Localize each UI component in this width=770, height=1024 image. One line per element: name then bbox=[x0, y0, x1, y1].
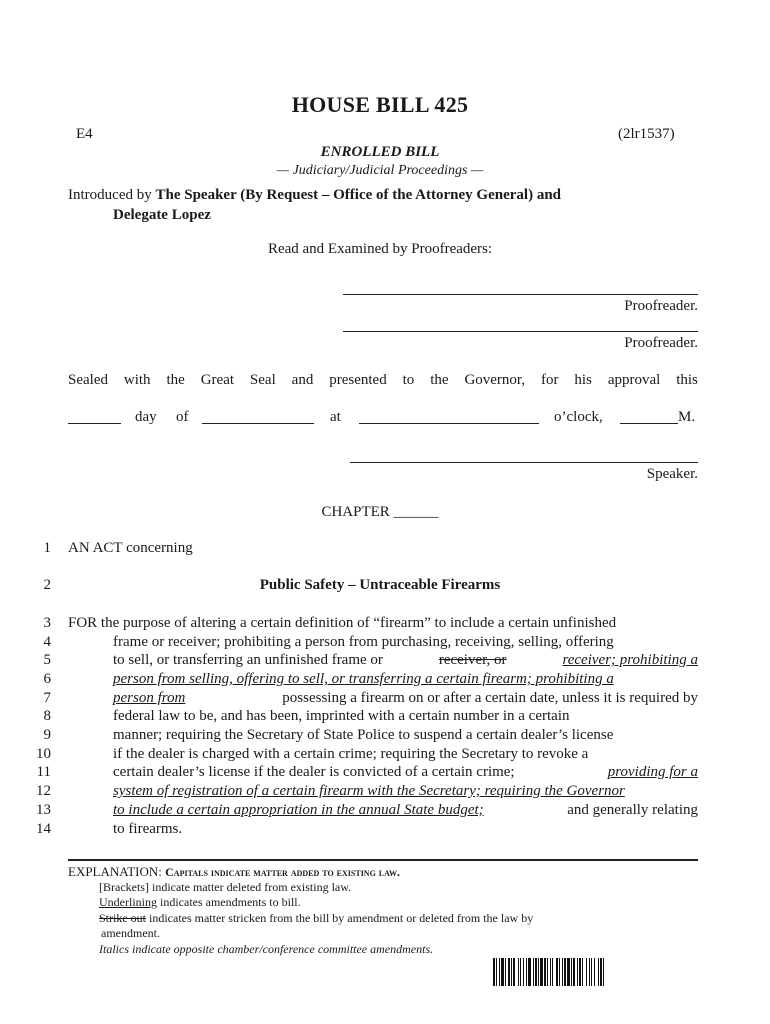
sealed-word: Seal bbox=[249, 372, 276, 388]
sealed-word: for bbox=[540, 372, 559, 388]
purpose-line bbox=[113, 727, 698, 744]
purpose-line bbox=[113, 671, 698, 688]
month-blank bbox=[202, 409, 314, 424]
sealed-word: to bbox=[402, 372, 415, 388]
drafting-number: (2lr1537) bbox=[618, 126, 675, 142]
sealed-word: and bbox=[291, 372, 314, 388]
proofreader-label-1: Proofreader. bbox=[624, 298, 698, 314]
day-blank bbox=[68, 409, 121, 424]
sealed-word: Sealed bbox=[68, 372, 108, 388]
amended-text: to include a certain appropriation in the annual State budget; bbox=[113, 802, 484, 818]
underline-word: Underlining bbox=[99, 895, 157, 909]
purpose-text: possessing a firearm on or after a certain date, unless it is required by bbox=[282, 690, 698, 706]
explanation-caps: Capitals indicate matter added to existing law. bbox=[165, 865, 401, 879]
line-number: 14 bbox=[36, 821, 51, 837]
amended-text: system of registration of a certain firearm with the Secretary; requiring the Governor bbox=[113, 783, 625, 799]
purpose-text: manner; requiring the Secretary of State Police to suspend a certain dealer’s license bbox=[113, 727, 614, 743]
barcode-image bbox=[493, 958, 679, 986]
line-number: 10 bbox=[36, 746, 51, 762]
enrolled-label: ENROLLED BILL bbox=[320, 144, 440, 160]
purpose-text: frame or receiver; prohibiting a person from purchasing, receiving, selling, offering bbox=[113, 634, 614, 650]
line-number: 13 bbox=[36, 802, 51, 818]
line-number: 3 bbox=[43, 615, 51, 631]
sealed-word: presented bbox=[329, 372, 387, 388]
purpose-line bbox=[113, 634, 698, 651]
sealed-word: the bbox=[166, 372, 185, 388]
explanation-brackets-line bbox=[99, 880, 351, 895]
at-label: at bbox=[330, 409, 341, 425]
line-number: 12 bbox=[36, 783, 51, 799]
purpose-line: FOR the purpose of altering a certain definition of “firearm” to include a certain unfinished bbox=[68, 615, 617, 631]
proofreader-label-2: Proofreader. bbox=[624, 335, 698, 351]
of-label: of bbox=[176, 409, 189, 425]
line-number: 6 bbox=[43, 671, 51, 687]
sealed-word: Governor, bbox=[464, 372, 526, 388]
oclock-label: o’clock, bbox=[554, 409, 603, 425]
proofreader-signature-line-2 bbox=[343, 331, 698, 332]
chapter-label: CHAPTER ______ bbox=[321, 504, 439, 520]
purpose-line bbox=[113, 783, 698, 800]
strike-text: indicates matter stricken from the bill by amendment or deleted from the law by bbox=[149, 911, 534, 925]
line-number: 4 bbox=[43, 634, 51, 650]
strike-word: Strike out bbox=[99, 911, 146, 925]
purpose-text: and generally relating bbox=[567, 802, 698, 818]
line-number: 8 bbox=[43, 708, 51, 724]
underline-text: indicates amendments to bill. bbox=[160, 895, 301, 909]
purpose-line bbox=[113, 746, 698, 763]
introduced-by bbox=[68, 185, 698, 225]
purpose-text: certain dealer’s license if the dealer is convicted of a certain crime; bbox=[113, 764, 515, 780]
m-label: M. bbox=[678, 409, 696, 425]
day-label: day bbox=[135, 409, 157, 425]
purpose-text: to firearms. bbox=[113, 821, 183, 837]
purpose-line bbox=[113, 690, 698, 707]
sealed-word: this bbox=[676, 372, 698, 388]
introduced-prefix: Introduced by bbox=[68, 187, 152, 203]
line-number: 11 bbox=[36, 764, 51, 780]
proofreader-signature-line-1 bbox=[343, 294, 698, 295]
explanation-strike-line-2: amendment. bbox=[101, 926, 160, 940]
am-pm-blank bbox=[620, 409, 678, 424]
amended-text: providing for a bbox=[607, 764, 698, 780]
brackets-word: [Brackets] bbox=[99, 880, 149, 894]
committee-label: — Judiciary/Judicial Proceedings — bbox=[276, 163, 484, 178]
sealed-statement bbox=[68, 372, 698, 389]
line-number: 9 bbox=[43, 727, 51, 743]
time-blank bbox=[359, 409, 539, 424]
sealed-word: Great bbox=[200, 372, 235, 388]
subject-code: E4 bbox=[76, 126, 93, 142]
purpose-text: if the dealer is charged with a certain crime; requiring the Secretary to revoke a bbox=[113, 746, 589, 762]
explanation-strike-line bbox=[99, 911, 533, 926]
line-number: 7 bbox=[43, 690, 51, 706]
brackets-text: indicate matter deleted from existing law. bbox=[151, 880, 352, 894]
sealed-word: approval bbox=[607, 372, 661, 388]
purpose-text: to sell, or transferring an unfinished frame or bbox=[113, 652, 383, 668]
purpose-text: federal law to be, and has been, imprinted with a certain number in a certain bbox=[113, 708, 570, 724]
explanation-italics-line: Italics indicate opposite chamber/conference committee amendments. bbox=[99, 942, 434, 956]
line-number: 1 bbox=[43, 540, 51, 556]
speaker-signature-line bbox=[350, 462, 698, 463]
stricken-text: receiver, or bbox=[438, 652, 507, 668]
bill-title: HOUSE BILL 425 bbox=[291, 92, 469, 117]
explanation-caps-line bbox=[68, 864, 400, 880]
amended-text: receiver; prohibiting a bbox=[562, 652, 698, 668]
purpose-line bbox=[113, 708, 698, 725]
amended-text: person from selling, offering to sell, or transferring a certain firearm; prohibiting a bbox=[113, 671, 614, 687]
explanation-underline-line bbox=[99, 895, 301, 910]
sponsor-line-2: Delegate Lopez bbox=[113, 207, 211, 223]
bill-subject: Public Safety – Untraceable Firearms bbox=[259, 577, 501, 593]
act-line: AN ACT concerning bbox=[68, 540, 193, 556]
sealed-word: his bbox=[574, 372, 592, 388]
purpose-line bbox=[113, 764, 698, 781]
explanation-divider bbox=[68, 859, 698, 861]
proofreaders-heading: Read and Examined by Proofreaders: bbox=[267, 241, 493, 257]
line-number: 2 bbox=[43, 577, 51, 593]
purpose-line bbox=[113, 821, 698, 838]
line-number: 5 bbox=[43, 652, 51, 668]
explanation-label: EXPLANATION: bbox=[68, 864, 162, 879]
speaker-label: Speaker. bbox=[646, 466, 698, 482]
sealed-word: with bbox=[123, 372, 151, 388]
purpose-line bbox=[113, 802, 698, 819]
amended-text: person from bbox=[113, 690, 186, 706]
sponsor-line-1: The Speaker (By Request – Office of the Attorney General) and bbox=[155, 187, 561, 203]
purpose-line bbox=[113, 652, 698, 669]
sealed-word: the bbox=[430, 372, 449, 388]
